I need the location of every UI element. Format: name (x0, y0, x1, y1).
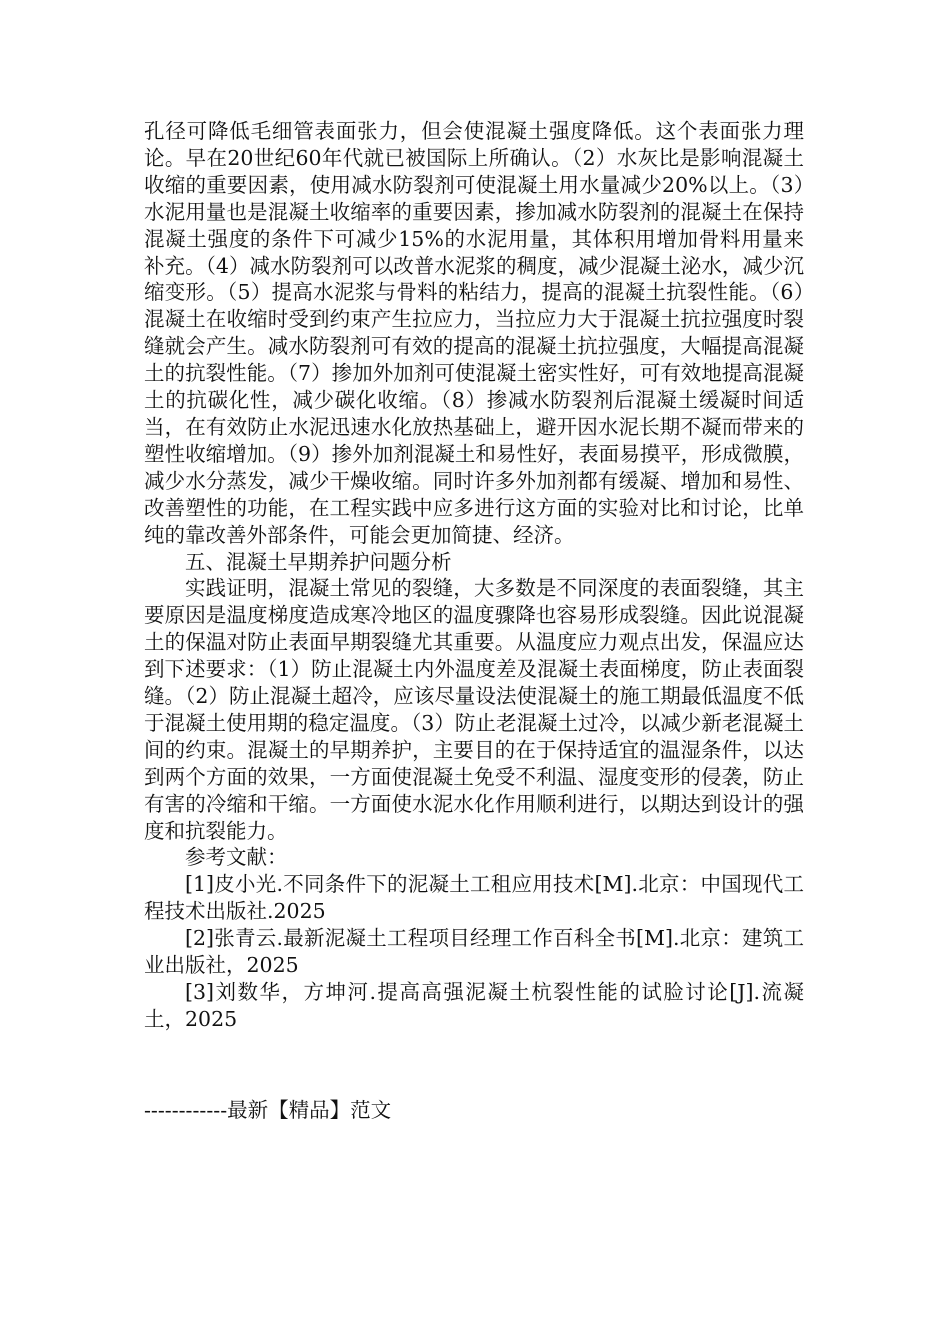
reference-item-2: [2]张青云.最新泥凝土工程项目经理工作百科全书[M].北京：建筑工业出版社，2025 (144, 926, 804, 978)
reference-item-3: [3]刘数华，方坤河.提高高强泥凝土杭裂性能的试脸讨论[J].流凝土，2025 (144, 980, 804, 1031)
document-body (144, 118, 804, 1033)
section-heading: 五、混凝土早期养护问题分析 (185, 549, 452, 574)
body-paragraph-continuation: 孔径可降低毛细管表面张力，但会使混凝土强度降低。这个表面张力理论。早在20世纪60年代就已被国际上所确认。（2）水灰比是影响混凝土收缩的重要因素，使用减水防裂剂可使混凝土用水量减少20%以上。（3）水泥用量也是混凝土收缩率的重要因素，掺加减水防裂剂的混凝土在保持混凝土强度的条件下可减少15%的水泥用量，其体积用增加骨料用量来补充。（4）减水防裂剂可以改普水泥浆的稠度，减少混凝土泌水，减少沉缩变形。（5）提高水泥浆与骨料的粘结力，提高的混凝土抗裂性能。（6）混凝土在收缩时受到约束产生拉应力，当拉应力大于混凝土抗拉强度时裂缝就会产生。减水防裂剂可有效的提高的混凝土抗拉强度，大幅提高混凝土的抗裂性能。（7）掺加外加剂可使混凝土密实性好，可有效地提高混凝土的抗碳化性，减少碳化收缩。（8）掺减水防裂剂后混凝土缓凝时间适当，在有效防止水泥迅速水化放热基础上，避开因水泥长期不凝而带来的塑性收缩增加。（9）掺外加剂混凝土和易性好，表面易摸平，形成微膜，减少水分蒸发，减少干燥收缩。同时许多外加剂都有缓凝、增加和易性、改善塑性的功能，在工程实践中应多进行这方面的实验对比和讨论，比单纯的靠改善外部条件，可能会更加简捷、经济。 (144, 119, 804, 547)
references-heading: 参考文献： (185, 845, 288, 870)
body-paragraph-curing: 实践证明，混凝土常见的裂缝，大多数是不同深度的表面裂缝，其主要原因是温度梯度造成寒冷地区的温度骤降也容易形成裂缝。因此说混凝土的保温对防止表面早期裂缝尤其重要。从温度应力观点出发，保温应达到下述要求：（1）防止混凝土内外温度差及混凝土表面梯度，防止表面裂缝。（2）防止混凝土超冷，应该尽量设法使混凝土的施工期最低温度不低于混凝土使用期的稳定温度。（3）防止老混凝土过冷，以减少新老混凝土间的约束。混凝土的早期养护，主要目的在于保持适宜的温湿条件，以达到两个方面的效果，一方面使混凝土免受不利温、湿度变形的侵袭，防止有害的冷缩和干缩。一方面使水泥水化作用顺利进行，以期达到设计的强度和抗裂能力。 (144, 576, 804, 843)
page-footer: ------------最新【精品】范文 (144, 1098, 392, 1122)
reference-item-1: [1]皮小光.不同条件下的泥凝土工租应用技术[M].北京：中国现代工程技术出版社.2025 (144, 872, 804, 924)
